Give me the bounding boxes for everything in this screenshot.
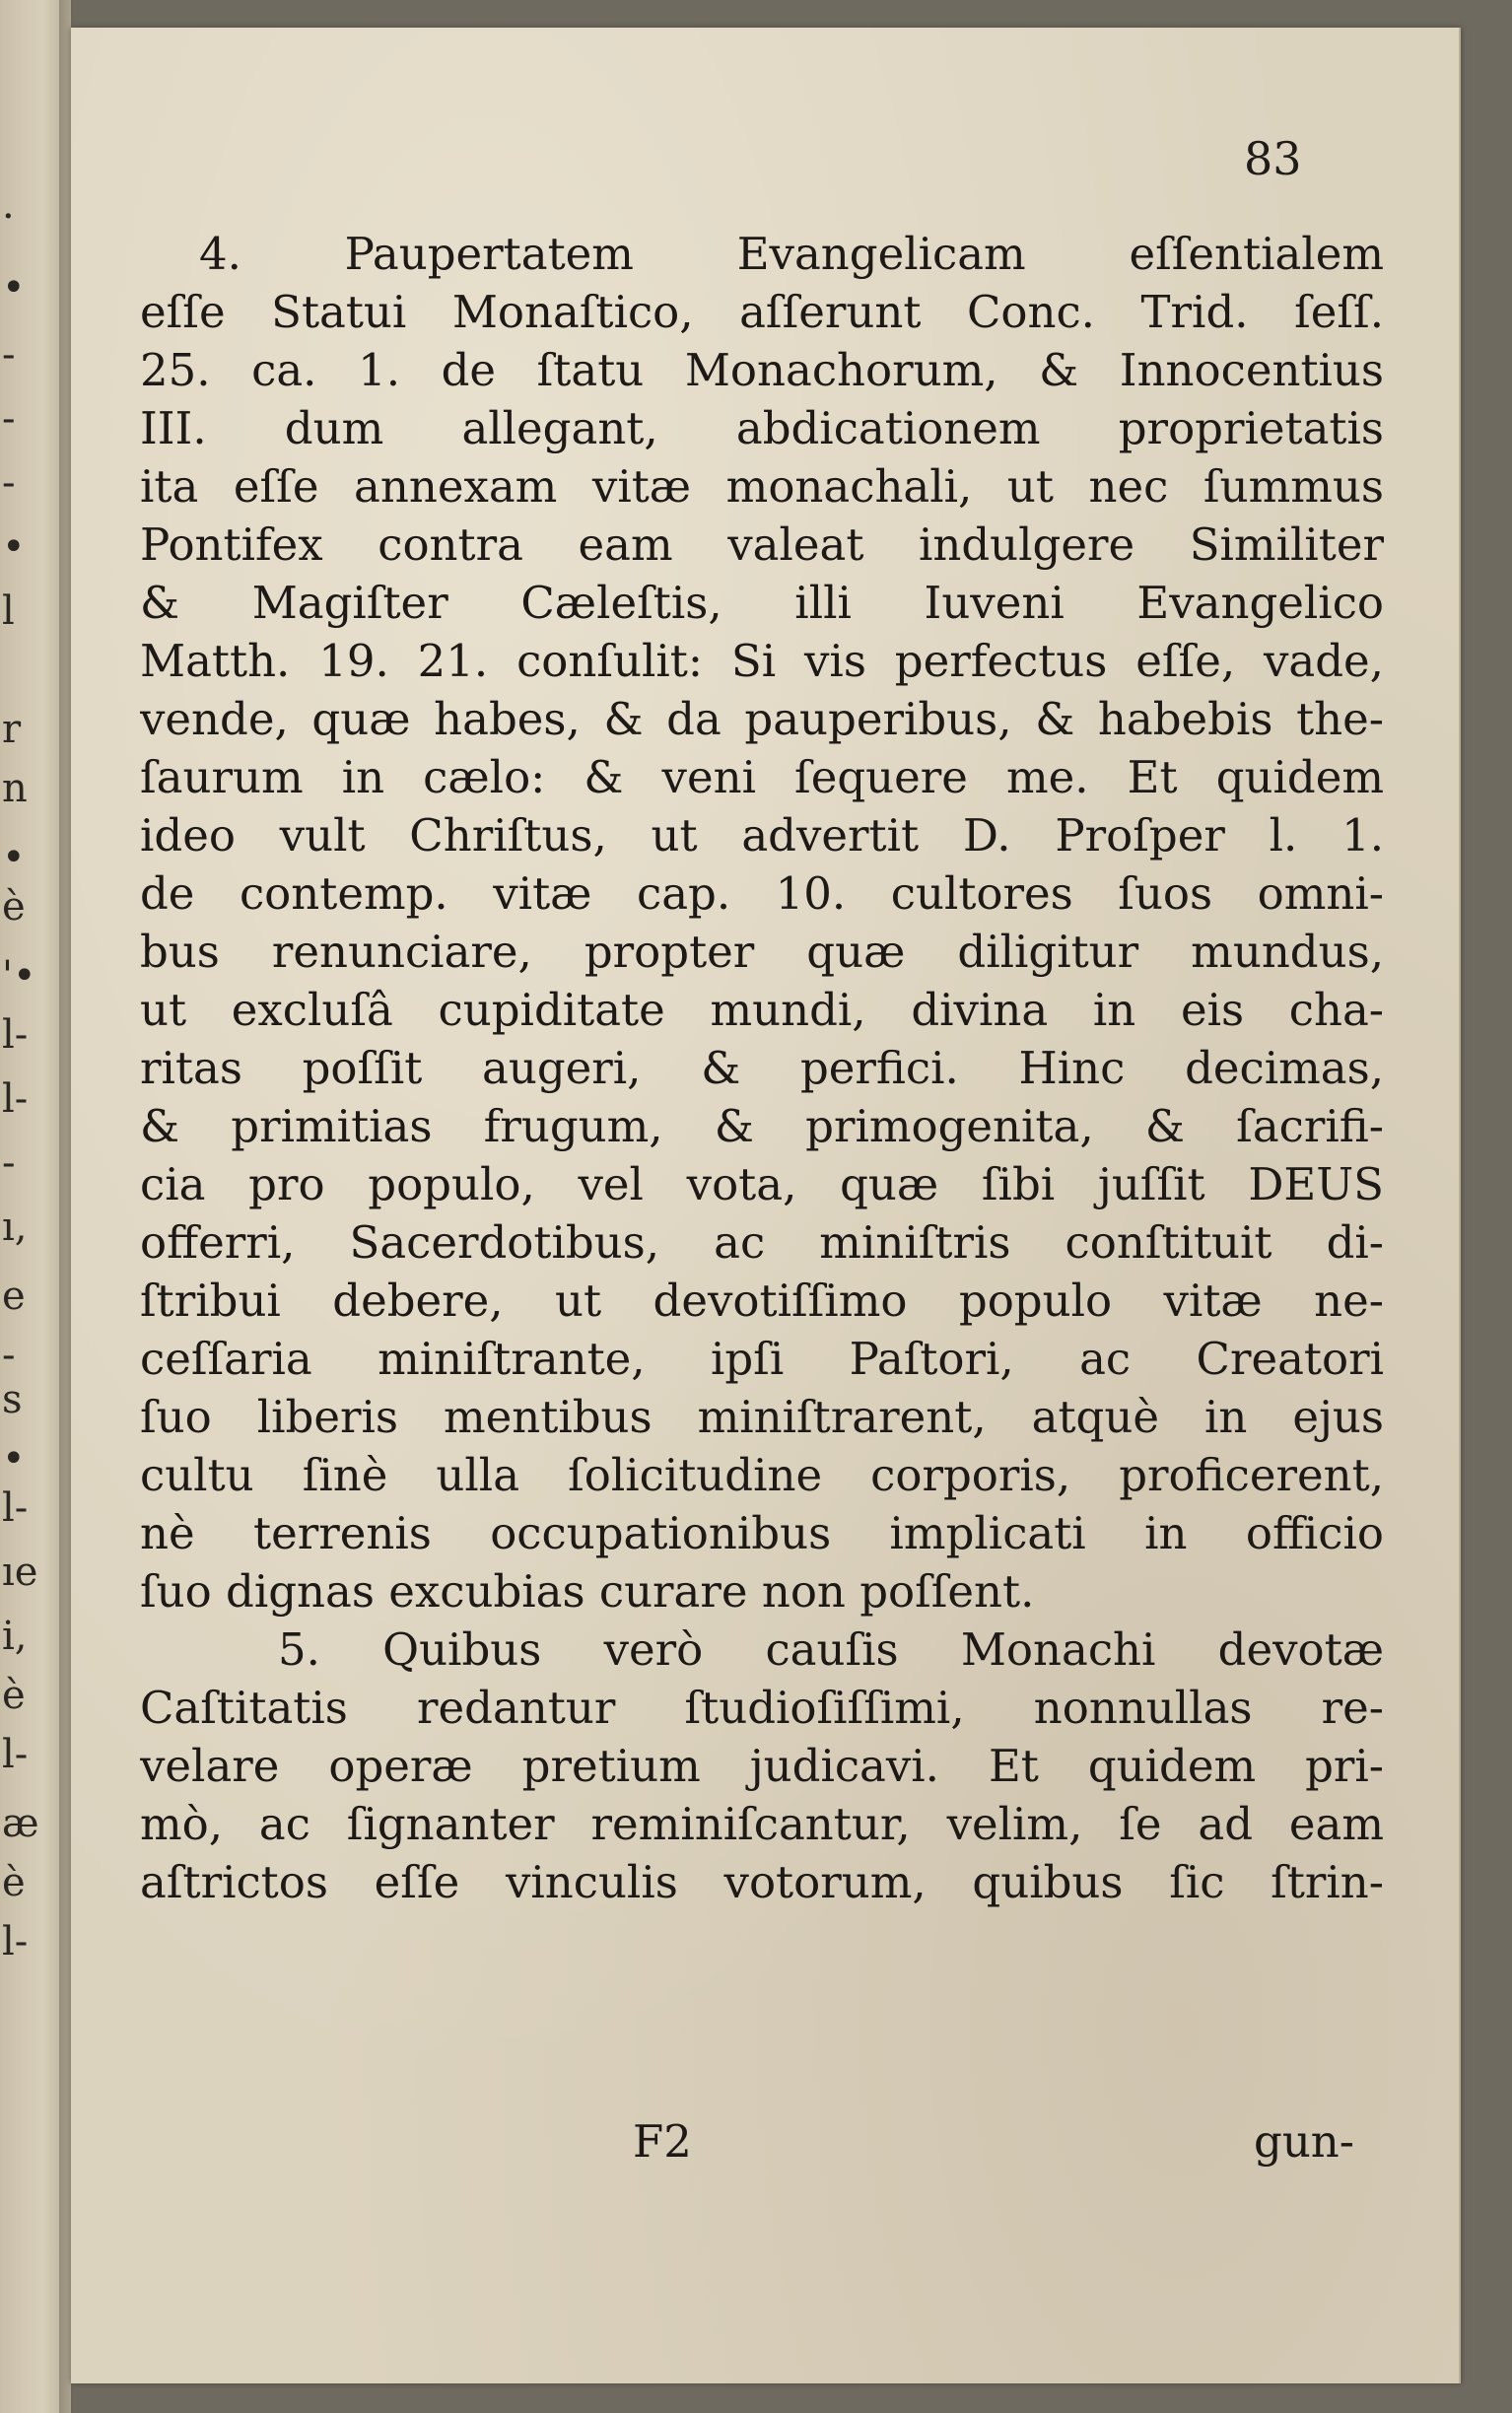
left-page-fragment: l- — [2, 1488, 29, 1528]
body-text — [140, 225, 1384, 1911]
text-line: bus renunciare, propter quæ diligitur mundus, — [140, 926, 1384, 978]
text-line: ſuo liberis mentibus miniſtrarent, atquè in ejus — [140, 1391, 1384, 1443]
text-line: & Magiſter Cæleſtis, illi Iuveni Evangelico — [140, 577, 1384, 629]
text-line: cultu ſinè ulla ſolicitudine corporis, proficerent, — [140, 1449, 1384, 1501]
left-page-fragment: è — [2, 887, 26, 927]
left-page-fragment: · — [2, 197, 15, 237]
left-page-fragment: l- — [2, 1922, 29, 1962]
book-page — [71, 28, 1461, 2383]
text-line: & primitias frugum, & primogenita, & ſacrifi- — [140, 1100, 1384, 1152]
left-page-fragment: • — [2, 527, 26, 567]
text-line: ut excluſâ cupiditate mundi, divina in eis cha- — [140, 984, 1384, 1036]
left-page-fragment: - — [2, 463, 16, 503]
text-line: cia pro populo, vel vota, quæ ſibi juſſit DEUS — [140, 1158, 1384, 1210]
page-footer — [140, 2115, 1384, 2174]
page-number: 83 — [1244, 132, 1302, 185]
left-page-fragment: • — [2, 1439, 26, 1479]
left-page-fragment: r — [2, 710, 22, 749]
signature-mark: F2 — [633, 2115, 692, 2168]
text-line: velare operæ pretium judicavi. Et quidem pri- — [140, 1740, 1384, 1792]
left-page-fragment: • — [2, 268, 26, 308]
catchword: gun- — [1254, 2115, 1354, 2168]
text-line: Caſtitatis redantur ſtudioſiſſimi, nonnullas re- — [140, 1682, 1384, 1734]
left-page-fragment: • — [2, 838, 26, 877]
left-page-fragment: l- — [2, 1015, 29, 1055]
text-line: ritas poſſit augeri, & perfici. Hinc decimas, — [140, 1042, 1384, 1094]
text-line: ceſſaria miniſtrante, ipſi Paſtori, ac Creatori — [140, 1333, 1384, 1385]
left-page-fragment: - — [2, 399, 16, 439]
left-page-fragment: e — [2, 1276, 26, 1316]
text-line: ſuo dignas excubias curare non poſſent. — [140, 1565, 1035, 1618]
text-line: Matth. 19. 21. conſulit: Si vis perfectus eſſe, vade, — [140, 635, 1384, 687]
text-line: mò, ac ſignanter reminiſcantur, velim, ſe ad eam — [140, 1798, 1384, 1850]
left-page-fragment: l — [2, 591, 15, 631]
text-line: eſſe Statui Monaſtico, aſſerunt Conc. Trid. ſeſſ. — [140, 286, 1384, 338]
left-page-fragment: ıe — [2, 1552, 38, 1592]
text-line: nè terrenis occupationibus implicati in officio — [140, 1507, 1384, 1559]
text-line: III. dum allegant, abdicationem proprietatis — [140, 402, 1384, 454]
left-page-fragment: è — [2, 1676, 26, 1715]
left-page-fragment: ı, — [2, 1207, 28, 1247]
left-page-fragment: s — [2, 1380, 23, 1419]
text-line: vende, quæ habes, & da pauperibus, & habebis the- — [140, 693, 1384, 745]
text-line: de contemp. vitæ cap. 10. cultores ſuos omni- — [140, 867, 1384, 920]
left-page-fragment: i, — [2, 1617, 28, 1656]
left-page-fragment: æ — [2, 1804, 39, 1843]
text-line: ſaurum in cælo: & veni ſequere me. Et quidem — [140, 751, 1384, 803]
text-line: ita eſſe annexam vitæ monachali, ut nec ſummus — [140, 460, 1384, 513]
left-page-fragment: l- — [2, 1079, 29, 1119]
left-page-fragment: è — [2, 1863, 26, 1902]
text-line: 5. Quibus verò cauſis Monachi devotæ — [278, 1623, 1384, 1676]
left-page-fragment: '• — [2, 956, 36, 996]
text-line: Pontifex contra eam valeat indulgere Similiter — [140, 518, 1384, 571]
left-page-fragment: - — [2, 335, 16, 375]
text-line: ſtribui debere, ut devotiſſimo populo vitæ ne- — [140, 1275, 1384, 1327]
left-page-fragment: l- — [2, 1735, 29, 1774]
text-line: 25. ca. 1. de ſtatu Monachorum, & Innocentius — [140, 344, 1384, 396]
text-line: aſtrictos eſſe vinculis votorum, quibus ſic ſtrin- — [140, 1856, 1384, 1908]
text-line: offerri, Sacerdotibus, ac miniſtris conſtituit di- — [140, 1216, 1384, 1269]
text-line: ideo vult Chriſtus, ut advertit D. Proſper l. 1. — [140, 809, 1384, 862]
left-page-fragment: - — [2, 1143, 16, 1183]
left-page-fragment: - — [2, 1336, 16, 1375]
text-line: 4. Paupertatem Evangelicam eſſentialem — [199, 228, 1384, 280]
left-page-fragment: n — [2, 769, 28, 808]
